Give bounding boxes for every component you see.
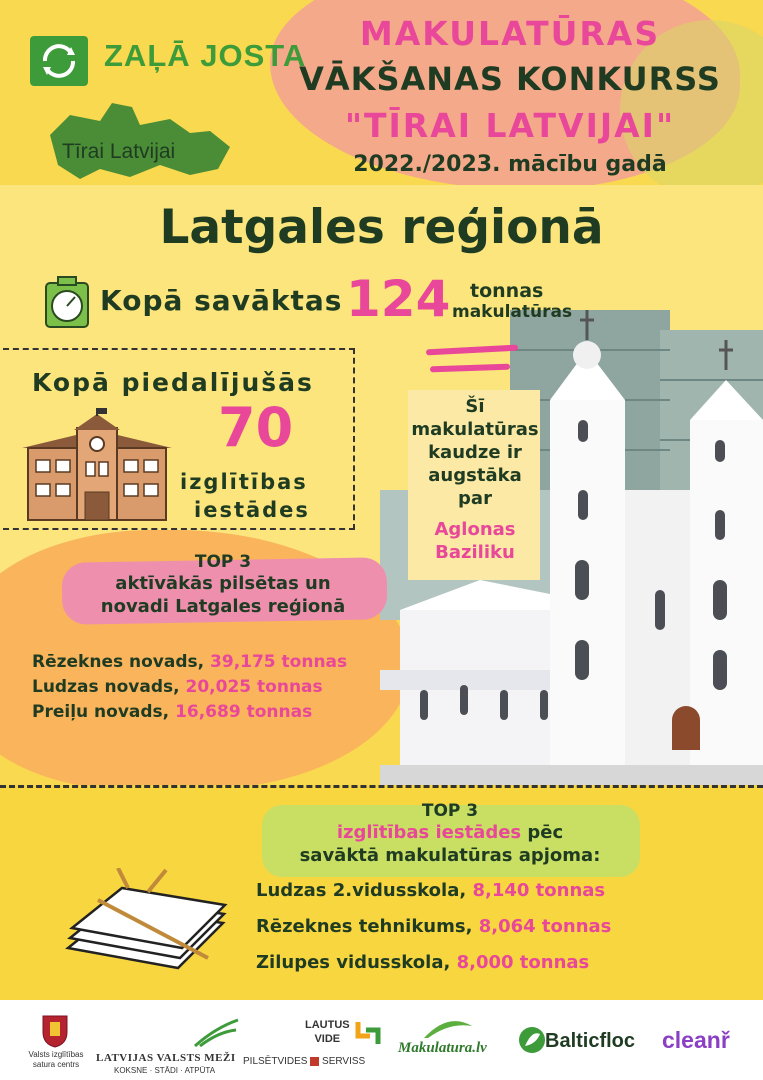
school-building-icon (22, 408, 172, 523)
list-item (32, 677, 323, 697)
lautus-vide-logo (305, 1018, 350, 1046)
comparison-text (408, 395, 542, 510)
makulatura-name: Makulatura.lv (398, 1040, 487, 1056)
region-value: 20,025 tonnas (185, 677, 323, 697)
school-name: Zilupes vidusskola, (256, 952, 451, 973)
visc-line: satura centrs (32, 1060, 80, 1069)
makulatura-tree-icon (420, 1016, 476, 1040)
house-icon (310, 1057, 319, 1066)
scale-icon (44, 275, 90, 329)
top-schools-highlight: izglītības iestādes (336, 822, 522, 843)
list-item (256, 952, 589, 973)
school-name: Ludzas 2.vidusskola, (256, 880, 467, 901)
pilsetvides-name-2: SERVISS (322, 1056, 366, 1067)
pilsetvides-name: PILSĒTVIDES (243, 1056, 308, 1067)
region-name: Ludzas novads, (32, 677, 180, 697)
collected-unit-material: makulatūras (452, 302, 573, 322)
lvm-tree-icon (190, 1018, 240, 1048)
pilsetvides-logo (243, 1056, 365, 1067)
list-item (256, 880, 605, 901)
lautus-line: VIDE (314, 1033, 341, 1045)
coat-of-arms-icon (40, 1012, 70, 1048)
tagline: Tīrai Latvijai (62, 140, 176, 163)
lautus-arrow-icon (354, 1020, 382, 1046)
top-regions-heading: TOP 3 (194, 552, 252, 572)
list-item (32, 702, 312, 722)
zala-josta-logo-icon (30, 36, 88, 86)
top-regions-subtitle-2: novadi Latgales reģionā (100, 596, 346, 617)
school-value: 8,000 tonnas (456, 952, 590, 973)
school-year: 2022./2023. mācību gadā (353, 152, 667, 177)
lvm-sub: KOKSNE · STĀDI · ATPŪTA (114, 1066, 216, 1075)
comparison-highlight (408, 518, 542, 564)
lvm-name: LATVIJAS VALSTS MEŽI (96, 1052, 236, 1064)
visc-logo (26, 1050, 86, 1070)
comparison-line: par (458, 488, 492, 509)
region-title: Latgales reģionā (159, 200, 604, 255)
comparison-line: augstāka (428, 465, 522, 486)
title-line-2: VĀKŠANAS KONKURSS (299, 60, 721, 98)
paper-stack-icon (58, 868, 228, 993)
top-schools-suffix: pēc (521, 822, 564, 843)
comparison-line: kaudze ir (428, 442, 522, 463)
region-value: 16,689 tonnas (175, 702, 313, 722)
collected-value: 124 (346, 270, 451, 328)
balticfloc-leaf-icon (518, 1026, 546, 1054)
top-schools-subtitle (250, 822, 650, 843)
participants-label: Kopā piedalījušās (32, 368, 314, 397)
participants-unit: izglītības (180, 470, 308, 494)
comparison-highlight-line: Aglonas (434, 519, 516, 540)
school-value: 8,140 tonnas (472, 880, 606, 901)
top-schools-heading: TOP 3 (421, 801, 479, 821)
lautus-line: LAUTUS (305, 1019, 350, 1031)
list-item (256, 916, 611, 937)
comparison-line: Šī (465, 396, 485, 417)
region-name: Preiļu novads, (32, 702, 170, 722)
list-item (32, 652, 347, 672)
school-value: 8,064 tonnas (478, 916, 612, 937)
title-line-1: MAKULATŪRAS (359, 14, 661, 53)
top-regions-subtitle: aktīvākās pilsētas un (115, 573, 331, 594)
cleanr-name: cleanř (662, 1027, 730, 1053)
school-name: Rēzeknes tehnikums, (256, 916, 473, 937)
participants-unit-2: iestādes (194, 498, 310, 522)
participants-value: 70 (218, 396, 294, 459)
comparison-highlight-line: Baziliku (435, 542, 515, 563)
top-schools-subtitle-2: savāktā makulatūras apjoma: (299, 845, 601, 866)
region-name: Rēzeknes novads, (32, 652, 205, 672)
collected-unit: tonnas (470, 280, 544, 302)
comparison-line: makulatūras (411, 419, 539, 440)
balticfloc-name: Balticfloc (545, 1030, 636, 1052)
region-value: 39,175 tonnas (210, 652, 348, 672)
visc-line: Valsts izglītības (28, 1050, 84, 1059)
title-line-3: "TĪRAI LATVIJAI" (344, 106, 676, 145)
collected-label: Kopā savāktas (100, 284, 343, 317)
brand-name: ZAĻĀ JOSTA (104, 38, 307, 73)
